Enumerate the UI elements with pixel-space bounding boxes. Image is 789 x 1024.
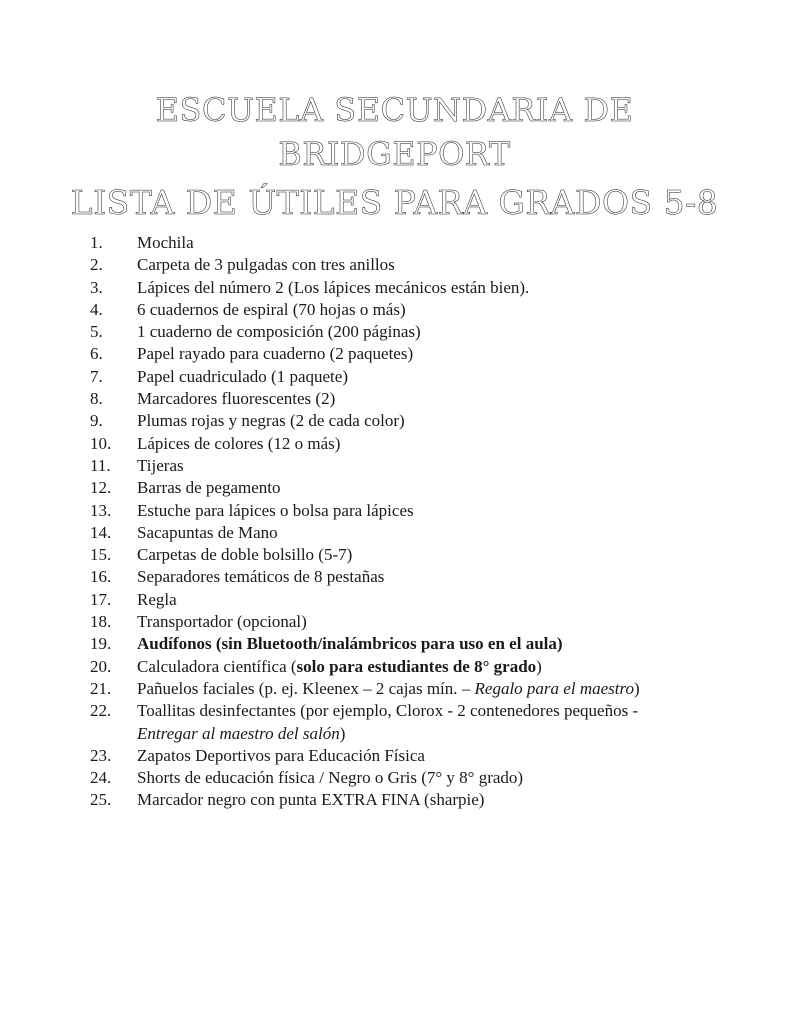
item-text-prefix: Calculadora científica ( — [137, 656, 297, 676]
item-text-suffix: ) — [536, 656, 542, 676]
item-number: 6. — [90, 344, 103, 364]
item-text: Carpetas de doble bolsillo (5-7) — [137, 545, 353, 565]
list-item — [0, 745, 789, 767]
item-number: 25. — [90, 790, 112, 810]
item-number: 22. — [90, 701, 112, 721]
list-item — [0, 277, 789, 299]
item-number: 2. — [90, 255, 103, 275]
item-text: Sacapuntas de Mano — [137, 522, 278, 542]
item-number: 9. — [90, 411, 103, 431]
item-number: 5. — [90, 322, 103, 342]
item-text: Marcador negro con punta EXTRA FINA (sharpie) — [137, 790, 485, 810]
item-number: 12. — [90, 478, 112, 498]
item-number: 17. — [90, 589, 112, 609]
list-title: LISTA DE ÚTILES PARA GRADOS 5-8 — [70, 183, 719, 222]
list-item — [0, 388, 789, 410]
item-text: Mochila — [137, 233, 194, 252]
item-text-emphasis: Regalo para el maestro — [474, 678, 634, 698]
list-item — [0, 477, 789, 499]
item-number: 11. — [90, 455, 111, 475]
item-text: Lápices del número 2 (Los lápices mecánicos están bien). — [137, 277, 530, 297]
item-text: Separadores temáticos de 8 pestañas — [137, 567, 385, 587]
item-number: 16. — [90, 567, 112, 587]
list-item — [0, 522, 789, 544]
item-text-emphasis: Entregar al maestro del salón — [137, 723, 340, 743]
item-number: 10. — [90, 433, 112, 453]
item-number: 4. — [90, 299, 103, 319]
item-text: Zapatos Deportivos para Educación Física — [137, 745, 425, 765]
list-item — [0, 656, 789, 678]
item-text: Barras de pegamento — [137, 478, 281, 498]
item-text-suffix: ) — [339, 723, 346, 743]
item-text: Transportador (opcional) — [137, 612, 307, 632]
list-item — [0, 678, 789, 700]
item-number: 23. — [90, 745, 112, 765]
list-item — [0, 299, 789, 321]
item-number: 24. — [90, 768, 112, 788]
item-text: Shorts de educación física / Negro o Gris (7° y 8° grado) — [137, 768, 524, 788]
item-text: Papel rayado para cuaderno (2 paquetes) — [137, 344, 414, 364]
list-item — [0, 544, 789, 566]
item-number: 21. — [90, 678, 112, 698]
item-number: 3. — [90, 277, 103, 297]
item-text-prefix: Pañuelos faciales (p. ej. Kleenex – 2 cajas mín. – — [137, 678, 475, 698]
item-text: Audífonos (sin Bluetooth/inalámbricos para uso en el aula) — [137, 634, 563, 654]
item-text-suffix: ) — [633, 678, 640, 698]
item-text: Marcadores fluorescentes (2) — [137, 389, 336, 409]
list-item — [0, 500, 789, 522]
list-item — [0, 611, 789, 633]
list-item — [0, 767, 789, 789]
school-name-line2: BRIDGEPORT — [278, 135, 511, 173]
item-text: Plumas rojas y negras (2 de cada color) — [137, 411, 405, 431]
item-number: 15. — [90, 545, 112, 565]
item-text: Tijeras — [137, 455, 184, 475]
list-item — [0, 589, 789, 611]
school-name-line1: ESCUELA SECUNDARIA DE — [155, 91, 634, 129]
item-text: 1 cuaderno de composición (200 páginas) — [137, 322, 421, 342]
list-item — [0, 700, 789, 745]
item-number: 19. — [90, 634, 112, 654]
list-item — [0, 366, 789, 388]
list-item — [0, 343, 789, 365]
item-text: Papel cuadriculado (1 paquete) — [137, 366, 348, 386]
item-number: 1. — [90, 233, 103, 252]
list-item — [0, 232, 789, 254]
list-item — [0, 410, 789, 432]
item-text-prefix: Toallitas desinfectantes (por ejemplo, Clorox - 2 contenedores pequeños - — [137, 701, 639, 721]
item-text: Estuche para lápices o bolsa para lápices — [137, 500, 414, 520]
item-text: 6 cuadernos de espiral (70 hojas o más) — [137, 299, 406, 319]
item-text: Carpeta de 3 pulgadas con tres anillos — [137, 255, 395, 275]
item-text: Lápices de colores (12 o más) — [137, 433, 341, 453]
list-item — [0, 789, 789, 811]
list-item — [0, 321, 789, 343]
item-number: 7. — [90, 366, 103, 386]
supply-list — [0, 232, 789, 812]
item-number: 13. — [90, 500, 112, 520]
item-text: Regla — [137, 589, 177, 609]
list-item — [0, 433, 789, 455]
list-item — [0, 254, 789, 276]
item-number: 8. — [90, 389, 103, 409]
list-item — [0, 455, 789, 477]
item-text-emphasis: solo para estudiantes de 8° grado — [296, 656, 537, 676]
list-item — [0, 633, 789, 655]
item-number: 14. — [90, 522, 112, 542]
item-number: 18. — [90, 612, 112, 632]
list-item — [0, 566, 789, 588]
item-number: 20. — [90, 656, 112, 676]
